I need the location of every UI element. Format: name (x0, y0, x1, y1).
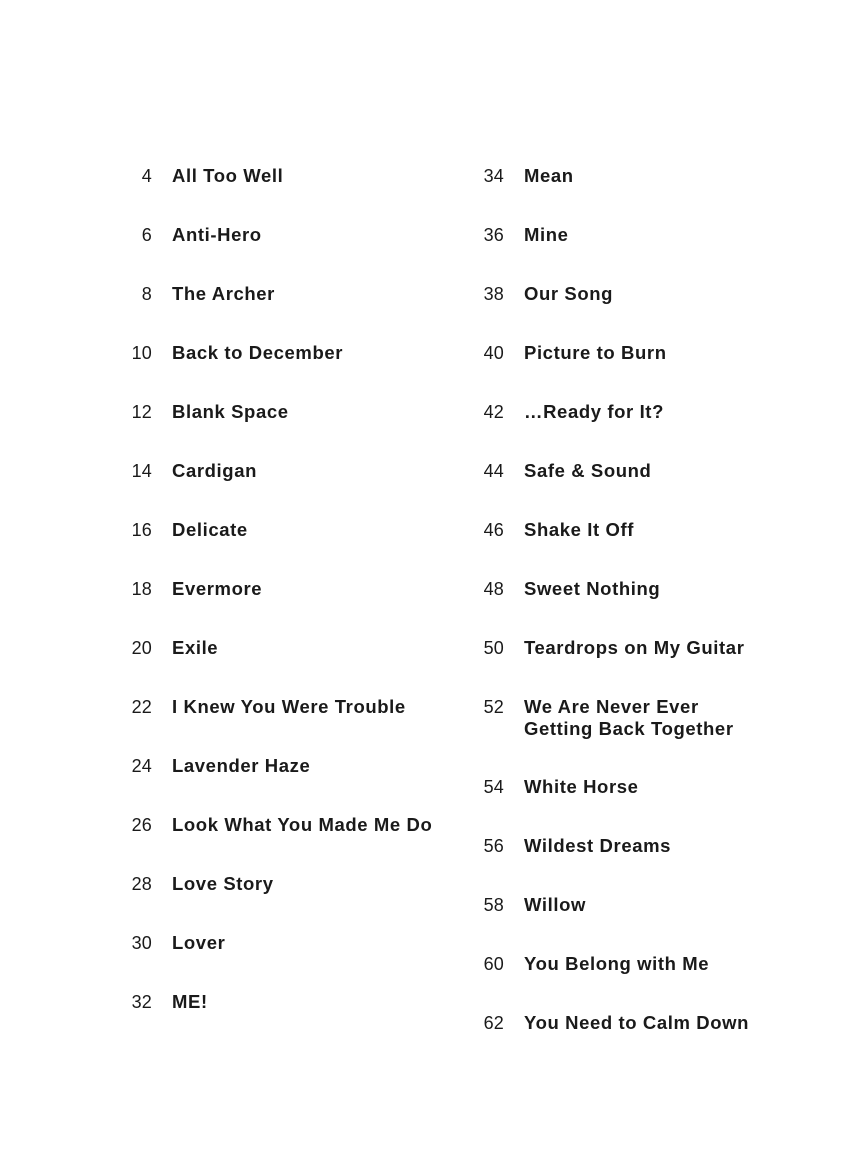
toc-entry[interactable] (470, 691, 770, 739)
toc-entry[interactable] (470, 632, 770, 659)
song-title: …Ready for It? (524, 401, 664, 422)
page-number: 8 (141, 284, 152, 304)
toc-entry[interactable] (470, 1007, 770, 1034)
page-number: 34 (483, 166, 504, 186)
toc-entry[interactable] (118, 573, 458, 600)
toc-entry[interactable] (118, 455, 458, 482)
page-number: 18 (131, 579, 152, 599)
toc-entry[interactable] (118, 809, 458, 836)
toc-entry[interactable] (118, 691, 458, 718)
song-title: Our Song (524, 283, 614, 304)
page-number: 38 (483, 284, 504, 304)
toc-entry[interactable] (470, 573, 770, 600)
page-number: 42 (483, 402, 504, 422)
page-number: 16 (131, 520, 152, 540)
toc-entry[interactable] (470, 514, 770, 541)
toc-right-column (470, 160, 770, 1066)
toc-entry[interactable] (470, 396, 770, 423)
page-number: 4 (141, 166, 152, 186)
page-number: 56 (483, 836, 504, 856)
song-title: Evermore (172, 578, 263, 599)
page-number: 46 (483, 520, 504, 540)
song-title: You Need to Calm Down (524, 1012, 750, 1033)
song-title: Cardigan (172, 460, 257, 481)
page-number: 12 (131, 402, 152, 422)
page-number: 62 (483, 1013, 504, 1033)
song-title: Love Story (172, 873, 274, 894)
song-title: Safe & Sound (524, 460, 652, 481)
song-title: We Are Never Ever Getting Back Together (524, 696, 734, 739)
toc-entry[interactable] (118, 986, 458, 1013)
page-number: 22 (131, 697, 152, 717)
page-number: 14 (131, 461, 152, 481)
page-number: 60 (483, 954, 504, 974)
toc-entry[interactable] (118, 750, 458, 777)
toc-entry[interactable] (470, 219, 770, 246)
song-title: Sweet Nothing (524, 578, 661, 599)
song-title: Back to December (172, 342, 344, 363)
page-number: 10 (131, 343, 152, 363)
song-title: Lavender Haze (172, 755, 311, 776)
page-number: 36 (483, 225, 504, 245)
song-title: Mean (524, 165, 574, 186)
page-number: 52 (483, 697, 504, 717)
toc-entry[interactable] (470, 337, 770, 364)
page-number: 6 (141, 225, 152, 245)
page-number: 20 (131, 638, 152, 658)
toc-entry[interactable] (470, 160, 770, 187)
page-number: 28 (131, 874, 152, 894)
song-title: The Archer (172, 283, 275, 304)
page-number: 40 (483, 343, 504, 363)
page-number: 26 (131, 815, 152, 835)
page-number: 50 (483, 638, 504, 658)
toc-entry[interactable] (470, 830, 770, 857)
page-number: 44 (483, 461, 504, 481)
song-title: Teardrops on My Guitar (524, 637, 745, 658)
song-title: Shake It Off (524, 519, 634, 540)
toc-entry[interactable] (118, 337, 458, 364)
toc-entry[interactable] (118, 514, 458, 541)
page-number: 30 (131, 933, 152, 953)
song-title: You Belong with Me (524, 953, 710, 974)
table-of-contents (0, 160, 864, 1066)
toc-left-column (118, 160, 458, 1066)
song-title: Picture to Burn (524, 342, 667, 363)
toc-entry[interactable] (470, 948, 770, 975)
toc-entry[interactable] (118, 396, 458, 423)
song-title: Look What You Made Me Do (172, 814, 433, 835)
toc-entry[interactable] (118, 632, 458, 659)
song-title: Delicate (172, 519, 248, 540)
song-title: Blank Space (172, 401, 289, 422)
page-number: 24 (131, 756, 152, 776)
song-title: White Horse (524, 776, 639, 797)
song-title: All Too Well (172, 165, 284, 186)
toc-entry[interactable] (118, 219, 458, 246)
song-title: Anti-Hero (172, 224, 262, 245)
page-number: 48 (483, 579, 504, 599)
toc-entry[interactable] (470, 889, 770, 916)
toc-entry[interactable] (118, 278, 458, 305)
page-number: 32 (131, 992, 152, 1012)
song-title: Lover (172, 932, 226, 953)
song-title: Wildest Dreams (524, 835, 672, 856)
toc-entry[interactable] (470, 455, 770, 482)
toc-entry[interactable] (470, 278, 770, 305)
page-number: 54 (483, 777, 504, 797)
toc-entry[interactable] (470, 771, 770, 798)
song-title: Willow (524, 894, 587, 915)
toc-entry[interactable] (118, 868, 458, 895)
toc-entry[interactable] (118, 927, 458, 954)
song-title: I Knew You Were Trouble (172, 696, 406, 717)
toc-entry[interactable] (118, 160, 458, 187)
page-number: 58 (483, 895, 504, 915)
song-title: ME! (172, 991, 208, 1012)
song-title: Mine (524, 224, 569, 245)
song-title: Exile (172, 637, 219, 658)
